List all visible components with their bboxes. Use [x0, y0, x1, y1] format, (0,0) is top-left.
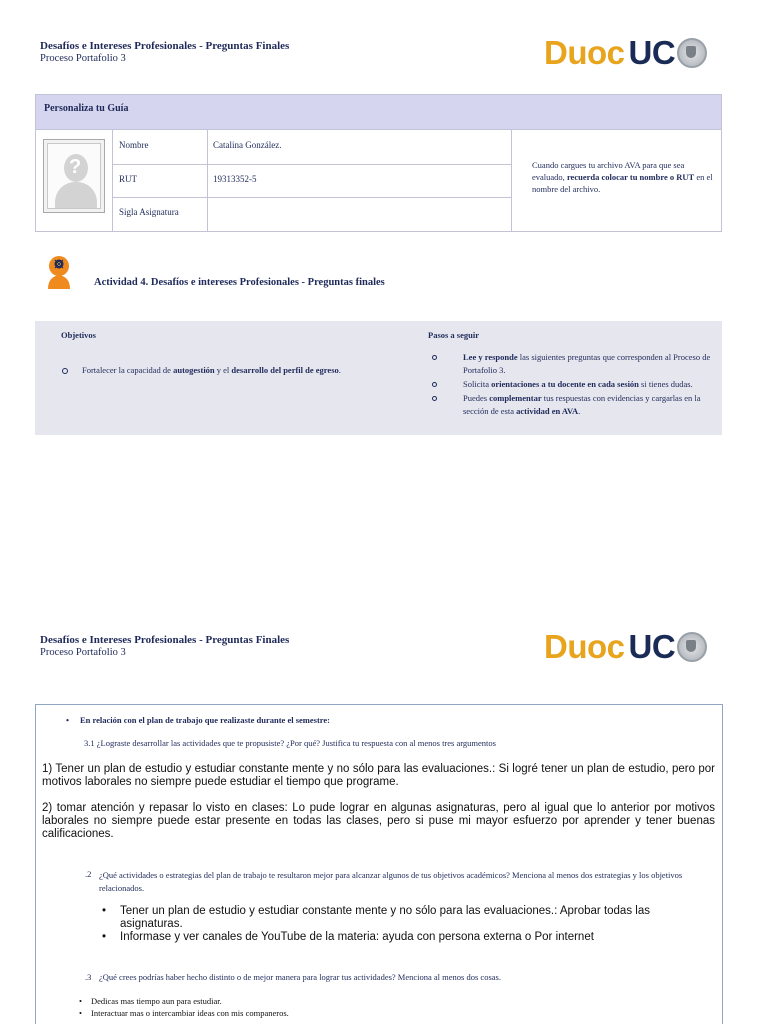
- bullet-ring-icon: [432, 355, 437, 360]
- upload-note: [532, 159, 717, 195]
- step-bold-2: actividad en AVA: [516, 406, 579, 416]
- section-heading: [66, 715, 331, 725]
- objective-suffix: .: [338, 365, 341, 375]
- duoc-uc-logo: [544, 630, 707, 663]
- step-text: tus respuestas con evidencias y cargarlas en la sección de esta: [463, 393, 701, 416]
- page1-doc-title: Desafíos e Intereses Profesionales - Preguntas Finales: [40, 40, 290, 52]
- step-text: las siguientes preguntas que corresponden al Proceso de Portafolio 3.: [463, 352, 711, 375]
- note-prefix: Cuando cargues tu archivo AVA para que sea evaluado,: [532, 160, 685, 182]
- value-rut: 19313352-5: [213, 174, 257, 184]
- step-prefix: Puedes: [463, 393, 490, 403]
- answer-3-3-list: [74, 995, 674, 1019]
- answer-3-2-item: • Tener un plan de estudio y estudiar constante mente y no sólo para las evaluaciones.: Aprobar todas las asignaturas.: [100, 905, 660, 931]
- label-nombre: Nombre: [119, 140, 149, 150]
- objectives-heading: Objetivos: [61, 330, 96, 340]
- question-3-2: ¿Qué actividades o estrategias del plan de trabajo te resultaron mejor para alcanzar algunos de tus objetivos académicos? Menciona al menos dos estrategias y los objetivos relacionados.: [99, 870, 683, 893]
- question-3-2-number: .2: [85, 869, 92, 879]
- uc-seal-icon: [677, 632, 707, 662]
- step-item: [426, 378, 716, 391]
- page2-doc-subtitle: Proceso Portafolio 3: [40, 647, 126, 658]
- answer-3-2-item: • Informase y ver canales de YouTube de la materia: ayuda con persona externa o Por internet: [100, 931, 660, 944]
- duoc-uc-logo: [544, 36, 707, 69]
- bullet-ring-icon: [432, 396, 437, 401]
- answer-3-3-item: • Interactuar mas o intercambiar ideas con mis companeros.: [74, 1007, 674, 1019]
- person-thinking-icon: [42, 253, 78, 291]
- answer-3-3-item: • Dedicas mas tiempo aun para estudiar.: [74, 995, 674, 1007]
- avatar-placeholder-icon: ?: [43, 139, 105, 213]
- logo-uc-text: UC: [628, 628, 676, 665]
- answer-3-2-list: [100, 905, 660, 944]
- objective-bold-1: autogestión: [173, 365, 215, 375]
- bullet-ring-icon: [432, 382, 437, 387]
- steps-list: [426, 351, 716, 419]
- logo-duoc-text: Duoc: [544, 628, 625, 665]
- objective-bold-2: desarrollo del perfil de egreso: [231, 365, 339, 375]
- step-bold: complementar: [489, 393, 542, 403]
- logo-duoc-text: Duoc: [544, 34, 625, 71]
- steps-heading: Pasos a seguir: [428, 330, 479, 340]
- label-rut: RUT: [119, 174, 137, 184]
- note-bold: recuerda colocar tu nombre o RUT: [566, 172, 695, 182]
- page2-doc-title: Desafíos e Intereses Profesionales - Preguntas Finales: [40, 634, 290, 646]
- question-3-3-number: .3: [85, 972, 92, 982]
- activity-title: Actividad 4. Desafíos e intereses Profesionales - Preguntas finales: [94, 277, 385, 288]
- section-heading-text: En relación con el plan de trabajo que realizaste durante el semestre:: [80, 715, 331, 725]
- objective-mid: y el: [214, 365, 232, 375]
- step-prefix: Solicita: [463, 379, 492, 389]
- uc-seal-icon: [677, 38, 707, 68]
- step-bold: Lee y responde: [463, 352, 518, 362]
- step-text: si tienes dudas.: [638, 379, 693, 389]
- bullet-ring-icon: [62, 368, 68, 374]
- guide-heading: Personaliza tu Guía: [36, 95, 721, 130]
- step-suffix: .: [578, 406, 581, 416]
- objective-prefix: Fortalecer la capacidad de: [82, 365, 174, 375]
- question-3-3: ¿Qué crees podrías haber hecho distinto o de mejor manera para lograr tus actividades? Menciona al menos dos cosas.: [99, 972, 501, 982]
- answer-3-1-p1: 1) Tener un plan de estudio y estudiar constante mente y no sólo para las evaluaciones.: Si logré tener un plan de estudio, pero por motivos laborales no siempre puede estudiar el tiempo que programe.: [42, 763, 715, 788]
- label-sigla: Sigla Asignatura: [119, 207, 179, 217]
- question-3-1: 3.1 ¿Lograste desarrollar las actividades que te propusiste? ¿Por qué? Justifica tu respuesta con al menos tres argumentos: [84, 738, 496, 748]
- personaliza-guia-box: [35, 94, 722, 232]
- objectives-steps-box: [35, 321, 722, 435]
- note-suffix: en el nombre del archivo.: [532, 172, 713, 194]
- objective-item: [82, 364, 370, 377]
- step-item: [426, 351, 716, 377]
- bullet-dot-icon: •: [66, 715, 69, 725]
- page1-doc-subtitle: Proceso Portafolio 3: [40, 53, 126, 64]
- questions-box: [35, 704, 723, 1024]
- value-nombre: Catalina González.: [213, 140, 282, 150]
- step-bold: orientaciones a tu docente en cada sesión: [491, 379, 639, 389]
- step-item: [426, 392, 716, 418]
- answer-3-1-p2: 2) tomar atención y repasar lo visto en clases: Lo pude lograr en algunas asignaturas, pero al igual que lo anterior por motivos laborales no siempre puede estar presente en todas las clases, pero si puse mi mayor esfuerzo por aprender y tener buenas calificaciones.: [42, 802, 715, 840]
- logo-uc-text: UC: [628, 34, 676, 71]
